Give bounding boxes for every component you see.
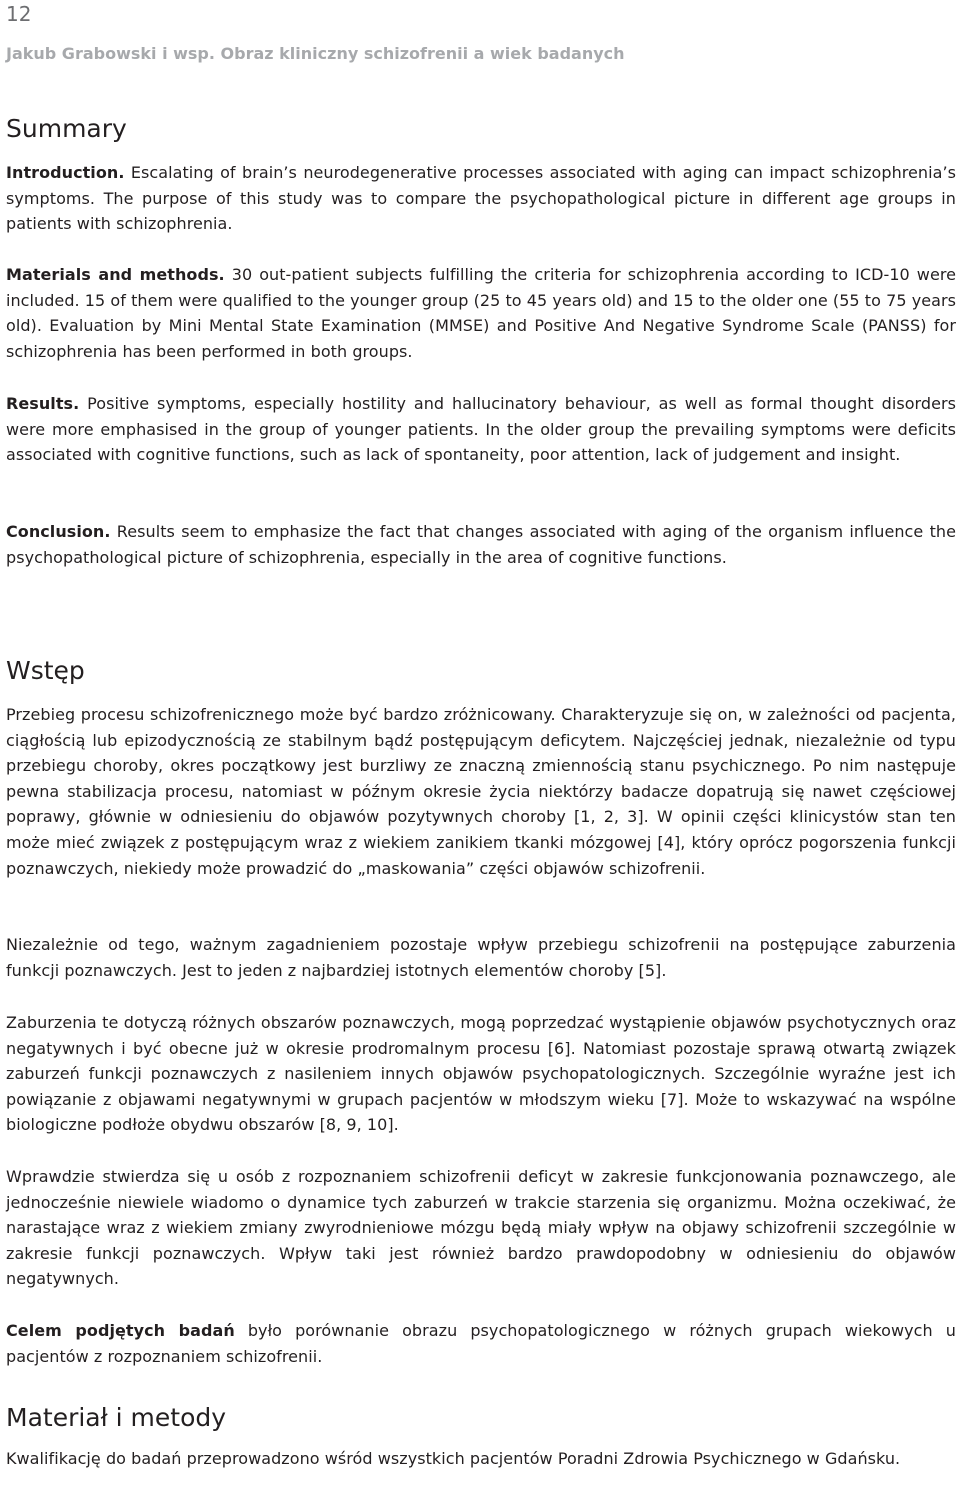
summary-heading: Summary <box>6 114 127 143</box>
introduction-lead: Introduction. <box>6 163 125 182</box>
wstep-paragraph-4: Wprawdzie stwierdza się u osób z rozpoznaniem schizofrenii deficyt w zakresie funkcjonowania poznawczego, ale jednocześnie niewiele wiadomo o dynamice tych zaburzeń w trakcie starzenia się organizmu. Można oczekiwać, że narastające wraz z wiekiem zmiany zwyrodnieniowe mózgu będą miały wpływ na objawy schizofrenii szczególnie w zakresie funkcji poznawczych. Wpływ taki jest również bardzo prawdopodobny w odniesieniu do objawów negatywnych. <box>6 1167 956 1289</box>
introduction-text: Escalating of brain’s neurodegenerative processes associated with aging can impact schizophrenia’s symptoms. The purpose of this study was to compare the psychopathological picture in different age groups in patients with schizophrenia. <box>6 163 956 234</box>
summary-introduction <box>6 160 956 237</box>
aim-lead: Celem podjętych badań <box>6 1321 235 1340</box>
wstep-aim <box>6 1318 956 1369</box>
results-lead: Results. <box>6 394 80 413</box>
wstep-heading: Wstęp <box>6 656 85 685</box>
wstep-paragraph-2: Niezależnie od tego, ważnym zagadnieniem pozostaje wpływ przebiegu schizofrenii na postępujące zaburzenia funkcji poznawczych. Jest to jeden z najbardziej istotnych elementów choroby [5]. <box>6 935 956 980</box>
running-header: Jakub Grabowski i wsp. Obraz kliniczny schizofrenii a wiek badanych <box>6 44 625 63</box>
methods-text: 30 out-patient subjects fulfilling the criteria for schizophrenia according to ICD-10 were included. 15 of them were qualified to the younger group (25 to 45 years old) and 15 to the older one (55 to 75 years old). Evaluation by Mini Mental State Examination (MMSE) and Positive And Negative Syndrome Scale (PANSS) for schizophrenia has been performed in both groups. <box>6 265 957 361</box>
summary-methods <box>6 262 956 364</box>
summary-results <box>6 391 956 468</box>
conclusion-lead: Conclusion. <box>6 522 111 541</box>
material-paragraph: Kwalifikację do badań przeprowadzono wśród wszystkich pacjentów Poradni Zdrowia Psychicznego w Gdańsku. <box>6 1449 901 1468</box>
aim-text: było porównanie obrazu psychopatologicznego w różnych grupach wiekowych u pacjentów z rozpoznaniem schizofrenii. <box>6 1321 956 1366</box>
methods-lead: Materials and methods. <box>6 265 225 284</box>
summary-conclusion <box>6 519 956 570</box>
results-text: Positive symptoms, especially hostility and hallucinatory behaviour, as well as formal thought disorders were more emphasised in the group of younger patients. In the older group the prevailing symptoms were deficits associated with cognitive functions, such as lack of spontaneity, poor attention, lack of judgement and insight. <box>6 394 956 465</box>
wstep-paragraph-1: Przebieg procesu schizofrenicznego może być bardzo zróżnicowany. Charakteryzuje się on, w zależności od pacjenta, ciągłością lub epizodycznością ze stabilnym bądź postępującym deficytem. Najczęściej jednak, niezależnie od typu przebiegu choroby, okres początkowy jest burzliwy ze znaczną zmiennością stanu psychicznego. Po nim następuje pewna stabilizacja procesu, natomiast w późnym okresie życia niektórzy badacze dopatrują się nawet częściowej poprawy, głównie w odniesieniu do objawów pozytywnych choroby [1, 2, 3]. W opinii części klinicystów stan ten może mieć związek z postępującym wraz z wiekiem zanikiem tkanki mózgowej [4], który oprócz pogorszenia funkcji poznawczych, niekiedy może prowadzić do „maskowania” części objawów schizofrenii. <box>6 705 956 878</box>
page-number: 12 <box>6 2 32 26</box>
conclusion-text: Results seem to emphasize the fact that changes associated with aging of the organism influence the psychopathological picture of schizophrenia, especially in the area of cognitive functions. <box>6 522 956 567</box>
wstep-paragraph-3: Zaburzenia te dotyczą różnych obszarów poznawczych, mogą poprzedzać wystąpienie objawów psychotycznych oraz negatywnych i być obecne już w okresie prodromalnym procesu [6]. Natomiast pozostaje sprawą otwartą związek zaburzeń funkcji poznawczych z nasileniem innych objawów psychopatologicznych. Szczególnie wyraźne jest ich powiązanie z objawami negatywnymi w grupach pacjentów w młodszym wieku [7]. Może to wskazywać na wspólne biologiczne podłoże obydwu obszarów [8, 9, 10]. <box>6 1013 956 1135</box>
material-heading: Materiał i metody <box>6 1403 227 1432</box>
